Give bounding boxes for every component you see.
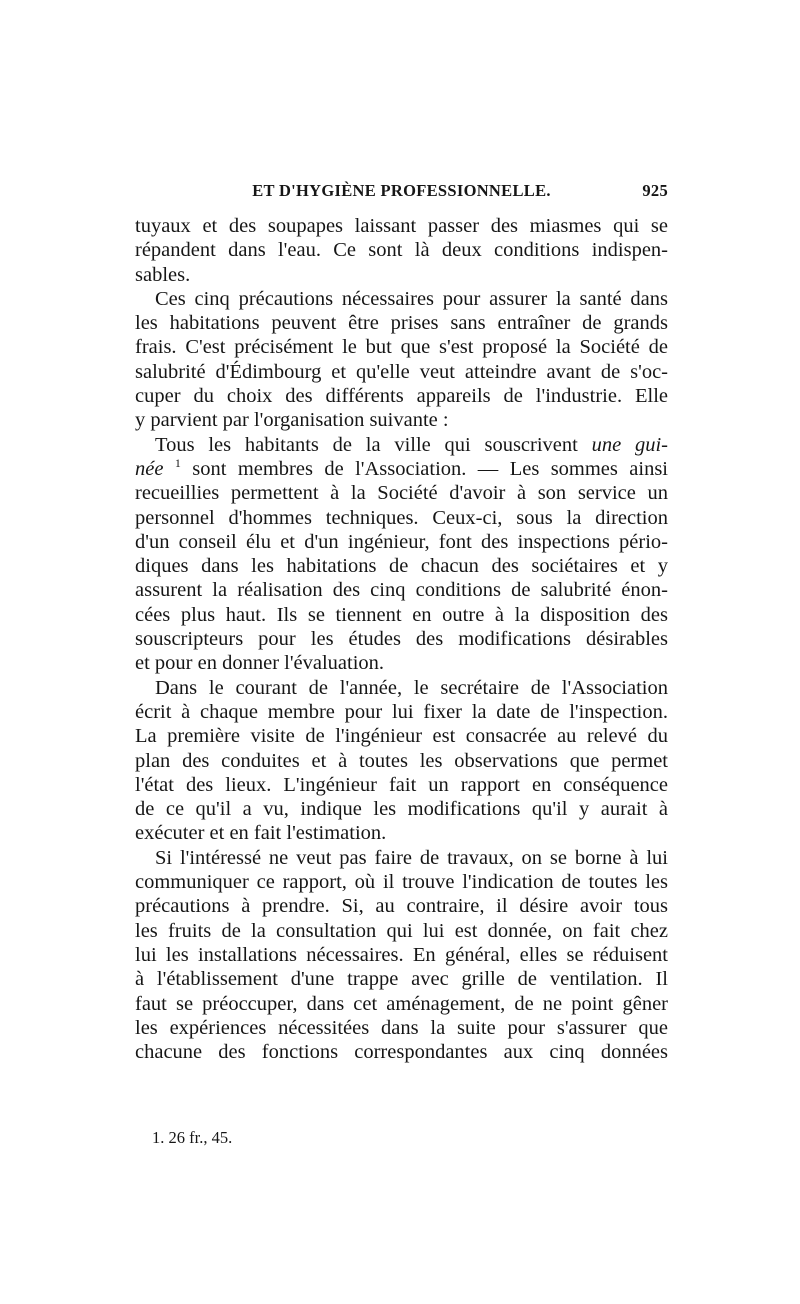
text-line: assurent la réalisation des cinq conditions de salubrité énon- <box>135 579 668 602</box>
text-line: écrit à chaque membre pour lui fixer la date de l'inspection. <box>135 700 668 723</box>
text-line <box>135 433 668 457</box>
italic-segment: une gui- <box>591 433 669 456</box>
text-line: personnel d'hommes techniques. Ceux-ci, sous la direction <box>135 506 668 529</box>
text-line: Ces cinq précautions nécessaires pour assurer la santé dans <box>155 287 668 310</box>
text-line: Dans le courant de l'année, le secrétaire de l'Association <box>155 676 668 699</box>
text-line: chacune des fonctions correspondantes aux cinq données <box>135 1041 668 1064</box>
text-line: y parvient par l'organisation suivante : <box>135 409 449 432</box>
text-line: exécuter et en fait l'estimation. <box>135 822 387 845</box>
text-line <box>135 457 668 481</box>
header-title: ET D'HYGIÈNE PROFESSIONNELLE. <box>252 181 551 200</box>
italic-segment: née <box>135 457 164 480</box>
text-line: tuyaux et des soupapes laissant passer des miasmes qui se <box>135 215 668 237</box>
text-line: de ce qu'il a vu, indique les modifications qu'il y aurait à <box>135 798 668 821</box>
text-line: sables. <box>135 263 191 286</box>
text-line: Si l'intéressé ne veut pas faire de travaux, on se borne à lui <box>155 846 668 869</box>
running-header <box>135 181 668 205</box>
text-line: répandent dans l'eau. Ce sont là deux conditions indispen- <box>135 239 668 262</box>
text-line: les habitations peuvent être prises sans entraîner de grands <box>135 312 668 335</box>
line-segment: Tous les habitants de la ville qui souscrivent <box>155 433 592 456</box>
footnote-reference[interactable]: 1 <box>174 456 181 471</box>
text-line: l'état des lieux. L'ingénieur fait un rapport en conséquence <box>135 773 668 796</box>
line-segment: sont membres de l'Association. — Les sommes ainsi <box>180 457 668 480</box>
text-line: communiquer ce rapport, où il trouve l'indication de toutes les <box>135 871 668 894</box>
body-text <box>135 214 668 1064</box>
text-line: La première visite de l'ingénieur est consacrée au relevé du <box>135 725 668 748</box>
text-line: les expériences nécessitées dans la suite pour s'assurer que <box>135 1016 668 1039</box>
text-line: lui les installations nécessaires. En général, elles se réduisent <box>135 943 668 966</box>
page-number: 925 <box>642 181 668 200</box>
text-line: diques dans les habitations de chacun des sociétaires et y <box>135 555 668 578</box>
text-line: à l'établissement d'une trappe avec grille de ventilation. Il <box>135 968 668 991</box>
text-line: cuper du choix des différents appareils de l'industrie. Elle <box>135 385 668 408</box>
text-line: précautions à prendre. Si, au contraire, il désire avoir tous <box>135 895 668 918</box>
text-line: les fruits de la consultation qui lui est donnée, on fait chez <box>135 919 668 942</box>
footnote: 1. 26 fr., 45. <box>152 1128 233 1147</box>
text-line: d'un conseil élu et d'un ingénieur, font des inspections pério- <box>135 530 668 553</box>
text-line: frais. C'est précisément le but que s'est proposé la Société de <box>135 336 668 359</box>
text-line: recueillies permettent à la Société d'avoir à son service un <box>135 482 668 505</box>
text-line: salubrité d'Édimbourg et qu'elle veut atteindre avant de s'oc- <box>135 360 668 383</box>
text-line: et pour en donner l'évaluation. <box>135 652 385 675</box>
text-line: plan des conduites et à toutes les observations que permet <box>135 749 668 772</box>
text-line: faut se préoccuper, dans cet aménagement, de ne point gêner <box>135 992 668 1015</box>
text-line: souscripteurs pour les études des modifications désirables <box>135 628 668 651</box>
text-line: cées plus haut. Ils se tiennent en outre à la disposition des <box>135 603 668 626</box>
